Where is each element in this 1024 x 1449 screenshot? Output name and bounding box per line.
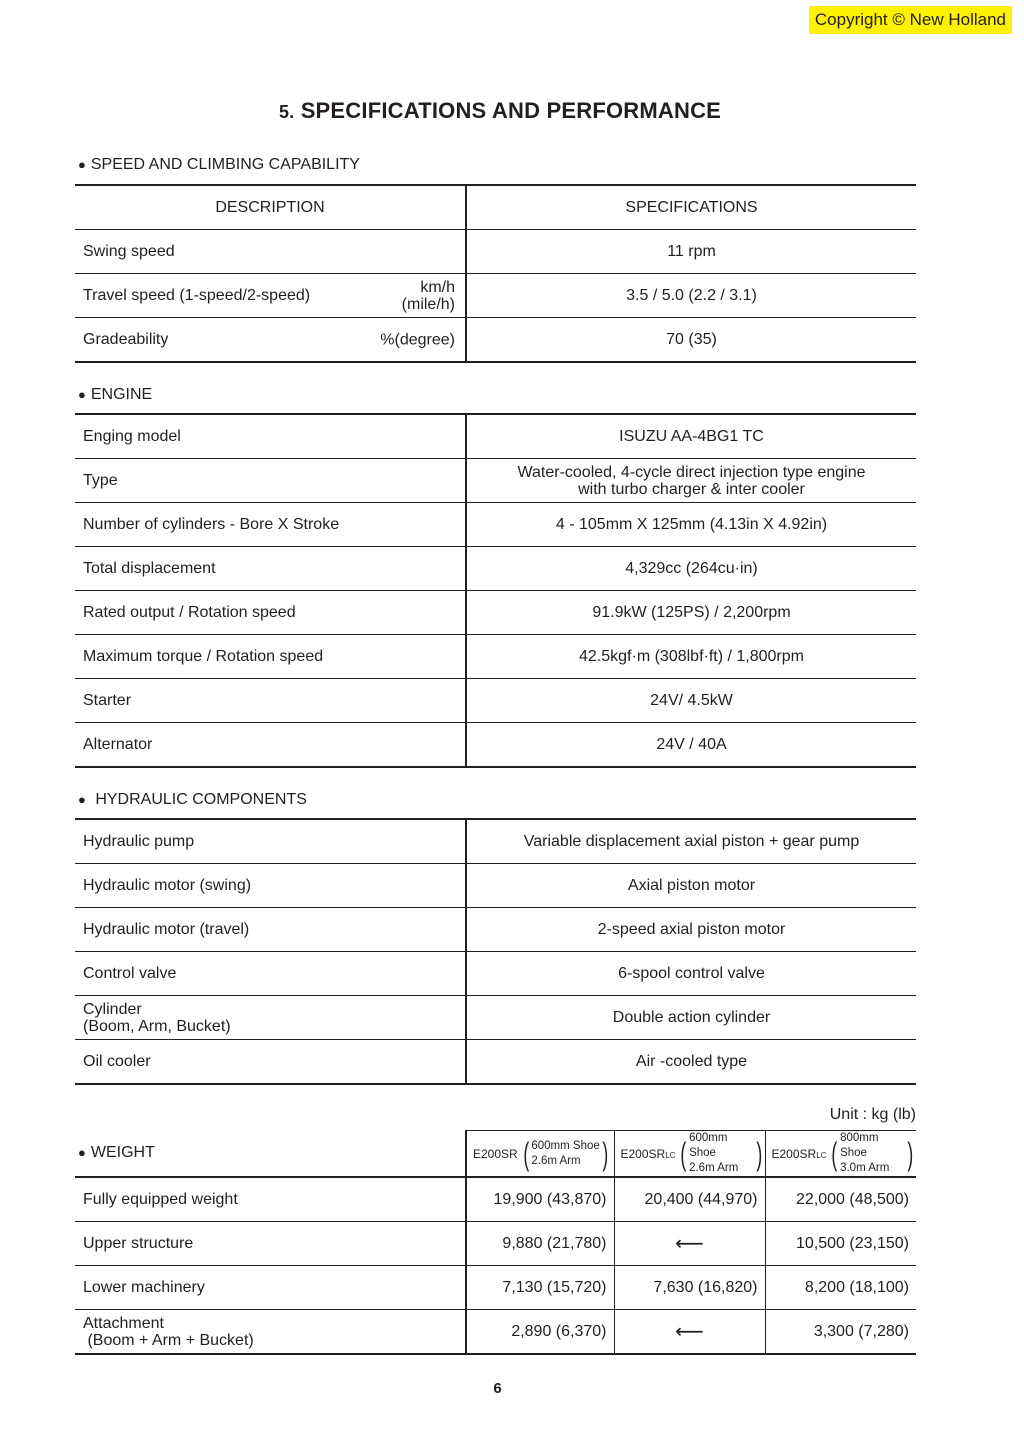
table-row: [75, 1310, 916, 1355]
table-row: [75, 723, 916, 768]
row-value: 10,500 (23,150): [765, 1222, 916, 1266]
model-header: E200SRLC ( 600mm Shoe 2.6m Arm ): [614, 1131, 765, 1178]
col-description: DESCRIPTION: [75, 185, 466, 230]
table-row: [75, 591, 916, 635]
row-value: [466, 459, 916, 503]
table-row: [75, 1266, 916, 1310]
table-row: [75, 679, 916, 723]
speed-section-heading: [78, 155, 360, 175]
col-specifications: SPECIFICATIONS: [466, 185, 916, 230]
row-value: 42.5kgf·m (308lbf·ft) / 1,800rpm: [466, 635, 916, 679]
row-unit: %(degree): [380, 331, 455, 348]
unit-line: km/h: [420, 278, 455, 296]
label-line: Attachment: [83, 1314, 164, 1332]
section-title: SPECIFICATIONS AND PERFORMANCE: [300, 98, 722, 123]
model-arm: 2.6m Arm: [689, 1162, 739, 1174]
table-row: [75, 864, 916, 908]
bullet-icon: ●: [78, 792, 86, 807]
row-value: 24V/ 4.5kW: [466, 679, 916, 723]
bullet-icon: ●: [78, 157, 86, 172]
row-label: [75, 1310, 466, 1355]
row-label: Alternator: [75, 723, 466, 768]
page-title: [0, 98, 1000, 124]
table-row: [75, 996, 916, 1040]
row-label: Rated output / Rotation speed: [75, 591, 466, 635]
table-row: [75, 1177, 916, 1222]
table-header-row: [75, 185, 916, 230]
bullet-icon: ●: [78, 387, 86, 402]
label-line: Cylinder: [83, 1000, 142, 1018]
row-label: Number of cylinders - Bore X Stroke: [75, 503, 466, 547]
row-label: Hydraulic pump: [75, 819, 466, 864]
row-value: 91.9kW (125PS) / 2,200rpm: [466, 591, 916, 635]
table-row: [75, 459, 916, 503]
model-arm: 2.6m Arm: [531, 1154, 581, 1167]
model-header: E200SR ( 600mm Shoe 2.6m Arm ): [466, 1131, 614, 1178]
row-label: Type: [75, 459, 466, 503]
model-shoe: 800mm Shoe: [840, 1132, 879, 1159]
table-row: [75, 819, 916, 864]
table-row: [75, 952, 916, 996]
table-row: [75, 230, 916, 274]
table-row: [75, 547, 916, 591]
row-label: [75, 274, 466, 318]
weight-heading-text: WEIGHT: [90, 1144, 155, 1162]
row-label: Lower machinery: [75, 1266, 466, 1310]
weight-heading: [75, 1131, 466, 1178]
value-line: Water-cooled, 4-cycle direct injection type engine: [517, 463, 866, 481]
hydraulic-heading-text: HYDRAULIC COMPONENTS: [95, 791, 307, 808]
left-arrow-icon: ⟵: [614, 1310, 765, 1355]
row-value: Air -cooled type: [466, 1040, 916, 1085]
engine-section-heading: [78, 385, 152, 405]
model-suffix: LC: [665, 1150, 676, 1160]
row-label: Control valve: [75, 952, 466, 996]
row-unit: [402, 279, 455, 313]
row-label: Enging model: [75, 414, 466, 459]
table-row: [75, 503, 916, 547]
table-row: [75, 635, 916, 679]
table-row: [75, 318, 916, 363]
table-row: [75, 908, 916, 952]
weight-table: [75, 1130, 916, 1355]
row-value: 2-speed axial piston motor: [466, 908, 916, 952]
unit-line: (mile/h): [401, 295, 455, 313]
row-value: 4 - 105mm X 125mm (4.13in X 4.92in): [466, 503, 916, 547]
row-label-text: Gradeability: [83, 330, 169, 348]
value-line: with turbo charger & inter cooler: [578, 480, 805, 498]
table-row: [75, 274, 916, 318]
model-suffix: LC: [816, 1150, 827, 1160]
row-label: Swing speed: [75, 230, 466, 274]
row-value: 4,329cc (264cu·in): [466, 547, 916, 591]
hydraulic-table: [75, 818, 916, 1085]
left-arrow-icon: ⟵: [614, 1222, 765, 1266]
section-number: 5.: [278, 102, 295, 122]
row-label: [75, 996, 466, 1040]
row-label: Starter: [75, 679, 466, 723]
engine-table: [75, 413, 916, 768]
row-value: 7,630 (16,820): [614, 1266, 765, 1310]
label-line: (Boom + Arm + Bucket): [83, 1331, 254, 1349]
row-label: Hydraulic motor (travel): [75, 908, 466, 952]
table-row: [75, 414, 916, 459]
page-number: 6: [493, 1380, 502, 1397]
row-value: Double action cylinder: [466, 996, 916, 1040]
row-value: 3.5 / 5.0 (2.2 / 3.1): [466, 274, 916, 318]
row-value: 3,300 (7,280): [765, 1310, 916, 1355]
model-shoe: 600mm Shoe: [531, 1139, 600, 1152]
row-value: 70 (35): [466, 318, 916, 363]
model-name: E200SR: [473, 1146, 518, 1161]
bullet-icon: ●: [78, 1145, 86, 1161]
row-label: Oil cooler: [75, 1040, 466, 1085]
row-label: Fully equipped weight: [75, 1177, 466, 1222]
weight-unit-label: Unit : kg (lb): [829, 1106, 916, 1123]
copyright-badge: Copyright © New Holland: [809, 6, 1012, 34]
model-header: E200SRLC ( 800mm Shoe 3.0m Arm ): [765, 1131, 916, 1178]
table-row: [75, 1222, 916, 1266]
row-value: Variable displacement axial piston + gear pump: [466, 819, 916, 864]
row-value: 2,890 (6,370): [466, 1310, 614, 1355]
model-arm: 3.0m Arm: [840, 1162, 890, 1174]
row-value: 9,880 (21,780): [466, 1222, 614, 1266]
engine-heading-text: ENGINE: [90, 386, 153, 403]
speed-table: [75, 184, 916, 363]
row-value: ISUZU AA-4BG1 TC: [466, 414, 916, 459]
row-value: Axial piston motor: [466, 864, 916, 908]
weight-header-row: [75, 1131, 916, 1178]
hydraulic-section-heading: [78, 790, 307, 810]
label-line: (Boom, Arm, Bucket): [83, 1017, 231, 1035]
row-value: 7,130 (15,720): [466, 1266, 614, 1310]
model-shoe: 600mm Shoe: [689, 1132, 728, 1159]
row-value: 22,000 (48,500): [765, 1177, 916, 1222]
row-value: 6-spool control valve: [466, 952, 916, 996]
row-value: 20,400 (44,970): [614, 1177, 765, 1222]
row-value: 24V / 40A: [466, 723, 916, 768]
row-label: Total displacement: [75, 547, 466, 591]
row-label-text: Travel speed (1-speed/2-speed): [83, 286, 311, 304]
row-label: [75, 318, 466, 363]
row-value: 11 rpm: [466, 230, 916, 274]
speed-heading-text: SPEED AND CLIMBING CAPABILITY: [90, 156, 360, 173]
row-label: Maximum torque / Rotation speed: [75, 635, 466, 679]
model-name: E200SR: [620, 1146, 666, 1161]
row-label: Upper structure: [75, 1222, 466, 1266]
model-name: E200SR: [771, 1146, 817, 1161]
row-label: Hydraulic motor (swing): [75, 864, 466, 908]
row-value: 8,200 (18,100): [765, 1266, 916, 1310]
table-row: [75, 1040, 916, 1085]
row-value: 19,900 (43,870): [466, 1177, 614, 1222]
